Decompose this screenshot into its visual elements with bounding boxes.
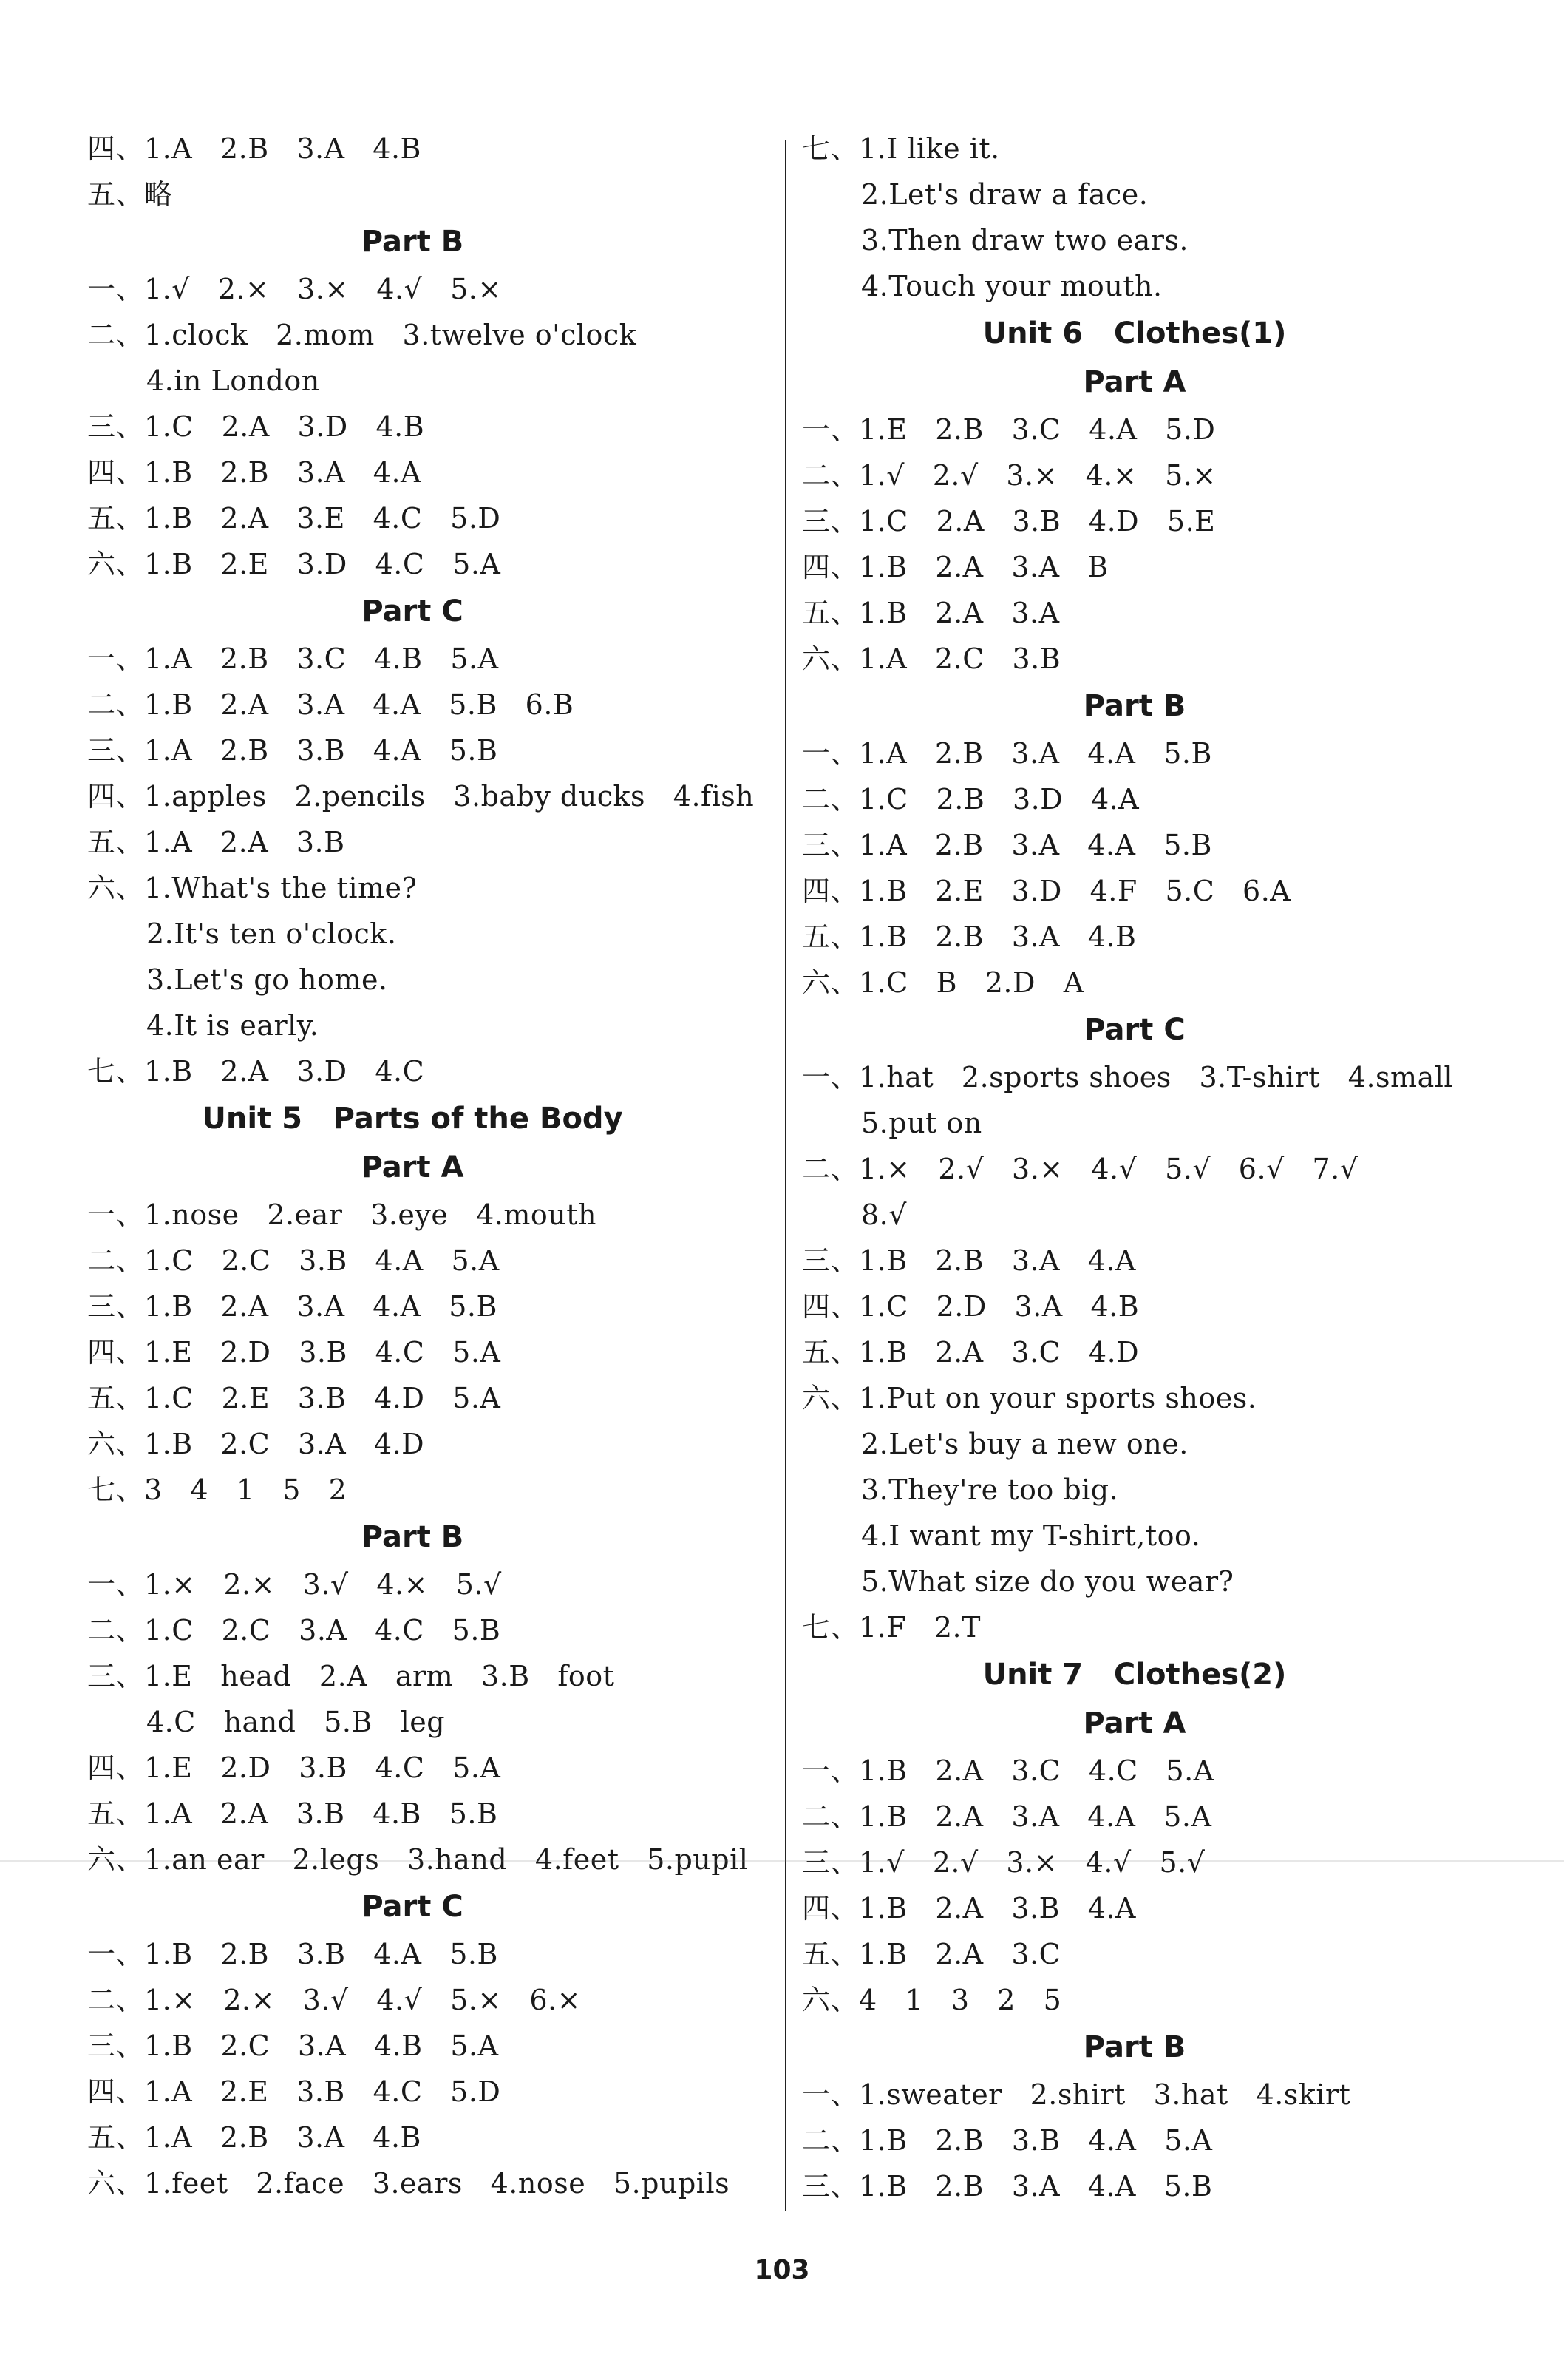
answer-line: 六、1.What's the time? (87, 872, 418, 904)
answer-line: 二、1.C 2.C 3.A 4.C 5.B (87, 1614, 501, 1647)
answer-line: 六、1.feet 2.face 3.ears 4.nose 5.pupils (87, 2167, 730, 2200)
answer-line: 四、1.B 2.A 3.B 4.A (802, 1892, 1136, 1925)
section-heading: Part B (361, 1520, 464, 1554)
answer-line-continued: 2.Let's draw a face. (861, 178, 1149, 211)
section-heading: Part C (361, 1890, 463, 1924)
answer-line-continued: 4.I want my T-shirt,too. (861, 1519, 1201, 1552)
answer-line: 二、1.× 2.× 3.√ 4.√ 5.× 6.× (87, 1984, 582, 2016)
answer-line: 七、3 4 1 5 2 (87, 1474, 347, 1506)
answer-line: 一、1.A 2.B 3.C 4.B 5.A (87, 643, 499, 675)
answer-line-continued: 4.C hand 5.B leg (146, 1706, 446, 1738)
answer-line-continued: 5.put on (861, 1107, 982, 1139)
answer-line: 五、1.A 2.B 3.A 4.B (87, 2121, 421, 2154)
answer-line: 二、1.B 2.B 3.B 4.A 5.A (802, 2124, 1213, 2157)
answer-line: 二、1.× 2.√ 3.× 4.√ 5.√ 6.√ 7.√ (802, 1153, 1359, 1185)
answer-line: 六、1.Put on your sports shoes. (802, 1382, 1257, 1414)
answer-line: 四、1.B 2.E 3.D 4.F 5.C 6.A (802, 875, 1291, 907)
answer-line-continued: 3.Let's go home. (146, 963, 388, 996)
answer-line: 六、1.an ear 2.legs 3.hand 4.feet 5.pupil (87, 1843, 749, 1876)
page-number: 103 (754, 2255, 810, 2285)
section-heading: Part C (361, 594, 463, 628)
section-heading: Part A (361, 1150, 464, 1184)
answer-line-continued: 2.It's ten o'clock. (146, 918, 397, 950)
section-heading: Part B (361, 225, 464, 259)
answer-line: 四、1.B 2.B 3.A 4.A (87, 456, 421, 489)
answer-line: 三、1.B 2.B 3.A 4.A 5.B (802, 2170, 1213, 2203)
answer-line: 三、1.C 2.A 3.B 4.D 5.E (802, 505, 1216, 538)
answer-line-continued: 3.They're too big. (861, 1474, 1119, 1506)
answer-line: 三、1.B 2.A 3.A 4.A 5.B (87, 1290, 497, 1323)
answer-line: 一、1.nose 2.ear 3.eye 4.mouth (87, 1199, 596, 1231)
answer-line-continued: 5.What size do you wear? (861, 1565, 1234, 1598)
answer-line-continued: 2.Let's buy a new one. (861, 1428, 1189, 1460)
answer-line-continued: 4.Touch your mouth. (861, 270, 1163, 302)
answer-line: 二、1.B 2.A 3.A 4.A 5.B 6.B (87, 688, 574, 721)
answer-line: 一、1.√ 2.× 3.× 4.√ 5.× (87, 273, 502, 305)
answer-line: 三、1.√ 2.√ 3.× 4.√ 5.√ (802, 1846, 1206, 1879)
answer-line: 一、1.× 2.× 3.√ 4.× 5.√ (87, 1568, 502, 1601)
right-column (802, 126, 1467, 2209)
answer-line: 一、1.E 2.B 3.C 4.A 5.D (802, 413, 1216, 446)
answer-line: 二、1.√ 2.√ 3.× 4.× 5.× (802, 459, 1217, 492)
answer-line: 一、1.sweater 2.shirt 3.hat 4.skirt (802, 2078, 1351, 2111)
section-heading: Part B (1083, 2030, 1186, 2064)
answer-line: 四、1.E 2.D 3.B 4.C 5.A (87, 1752, 501, 1784)
answer-line: 三、1.B 2.B 3.A 4.A (802, 1244, 1136, 1277)
scan-artifact-line (0, 1860, 1564, 1862)
answer-line: 三、1.C 2.A 3.D 4.B (87, 410, 425, 443)
answer-line: 七、1.I like it. (802, 132, 1000, 165)
section-heading: Part A (1083, 1706, 1186, 1740)
answer-line: 二、1.C 2.C 3.B 4.A 5.A (87, 1244, 500, 1277)
answer-line: 三、1.A 2.B 3.B 4.A 5.B (87, 734, 498, 767)
answer-line: 五、1.A 2.A 3.B 4.B 5.B (87, 1797, 498, 1830)
answer-line: 四、1.apples 2.pencils 3.baby ducks 4.fish (87, 780, 755, 813)
answer-line: 四、1.C 2.D 3.A 4.B (802, 1290, 1140, 1323)
section-heading: Part A (1083, 365, 1186, 399)
answer-line: 六、1.A 2.C 3.B (802, 643, 1061, 675)
column-divider (785, 140, 786, 2211)
answer-line: 六、4 1 3 2 5 (802, 1984, 1062, 2016)
answer-line: 三、1.E head 2.A arm 3.B foot (87, 1660, 615, 1692)
answer-line: 一、1.B 2.B 3.B 4.A 5.B (87, 1938, 498, 1970)
answer-line: 六、1.C B 2.D A (802, 966, 1084, 999)
answer-line: 三、1.B 2.C 3.A 4.B 5.A (87, 2030, 499, 2062)
section-heading: Unit 5 Parts of the Body (202, 1102, 623, 1136)
section-heading: Unit 7 Clothes(2) (982, 1658, 1287, 1692)
answer-line: 五、1.B 2.A 3.C (802, 1938, 1061, 1970)
answer-line: 七、1.F 2.T (802, 1611, 981, 1644)
answer-line: 五、1.B 2.A 3.C 4.D (802, 1336, 1140, 1369)
answer-line-continued: 4.in London (146, 365, 320, 397)
answer-line: 一、1.A 2.B 3.A 4.A 5.B (802, 737, 1212, 770)
answer-line: 七、1.B 2.A 3.D 4.C (87, 1055, 425, 1088)
answer-line-continued: 8.√ (861, 1199, 907, 1231)
answer-line: 一、1.hat 2.sports shoes 3.T-shirt 4.small (802, 1061, 1454, 1094)
section-heading: Part C (1084, 1013, 1186, 1047)
answer-line: 四、1.B 2.A 3.A B (802, 551, 1109, 583)
answer-line: 五、1.C 2.E 3.B 4.D 5.A (87, 1382, 501, 1414)
answer-line: 六、1.B 2.C 3.A 4.D (87, 1428, 425, 1460)
answer-line: 一、1.B 2.A 3.C 4.C 5.A (802, 1755, 1214, 1787)
answer-line: 五、1.B 2.A 3.E 4.C 5.D (87, 502, 501, 535)
answer-line: 四、1.A 2.B 3.A 4.B (87, 132, 421, 165)
answer-line: 五、1.B 2.B 3.A 4.B (802, 921, 1137, 953)
answer-line: 五、略 (87, 178, 173, 211)
answer-line: 二、1.B 2.A 3.A 4.A 5.A (802, 1800, 1212, 1833)
section-heading: Part B (1083, 689, 1186, 723)
answer-line: 六、1.B 2.E 3.D 4.C 5.A (87, 548, 501, 580)
answer-line-continued: 4.It is early. (146, 1009, 319, 1042)
answer-line: 四、1.A 2.E 3.B 4.C 5.D (87, 2075, 501, 2108)
section-heading: Unit 6 Clothes(1) (982, 316, 1287, 350)
answer-line: 二、1.clock 2.mom 3.twelve o'clock (87, 319, 637, 351)
answer-line: 四、1.E 2.D 3.B 4.C 5.A (87, 1336, 501, 1369)
answer-line: 三、1.A 2.B 3.A 4.A 5.B (802, 829, 1212, 861)
left-column (87, 126, 755, 2206)
answer-line: 五、1.A 2.A 3.B (87, 826, 345, 858)
answer-line: 二、1.C 2.B 3.D 4.A (802, 783, 1140, 816)
answer-line: 五、1.B 2.A 3.A (802, 597, 1060, 629)
answer-line-continued: 3.Then draw two ears. (861, 224, 1189, 257)
